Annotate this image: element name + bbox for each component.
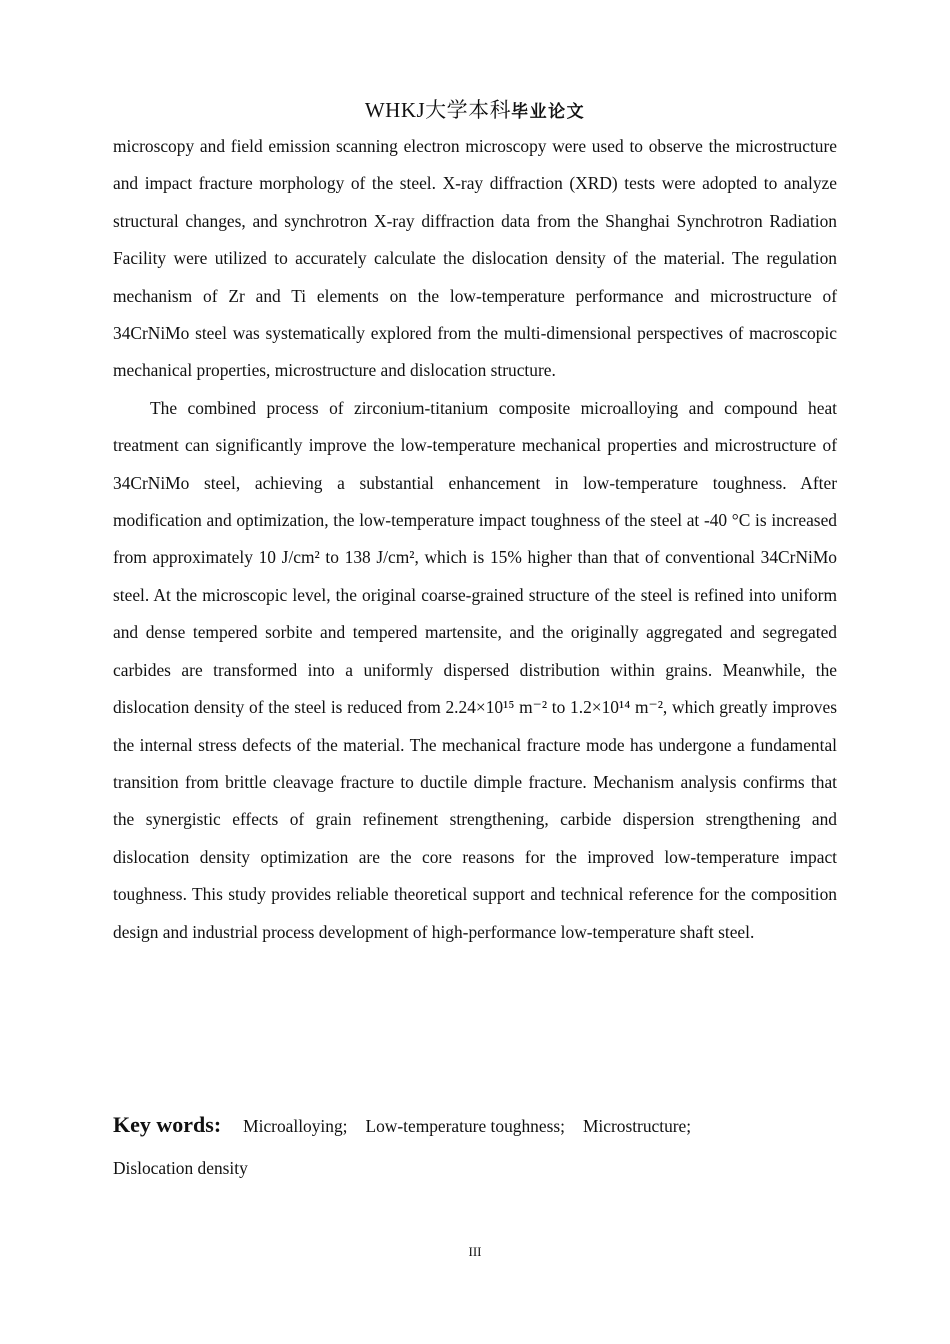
- abstract-paragraph-2: The combined process of zirconium-titanium composite microalloying and compound heat treatment can significantly improve the low-temperature mechanical properties and microstructure of 34CrNiMo steel, achieving a substantial enhancement in low-temperature toughness. After modification and optimization, the low-temperature impact toughness of the steel at -40 °C is increased from approximately 10 J/cm² to 138 J/cm², which is 15% higher than that of conventional 34CrNiMo steel. At the microscopic level, the original coarse-grained structure of the steel is refined into uniform and dense tempered sorbite and tempered martensite, and the originally aggregated and segregated carbides are transformed into a uniformly dispersed distribution within grains. Meanwhile, the dislocation density of the steel is reduced from 2.24×10¹⁵ m⁻² to 1.2×10¹⁴ m⁻², which greatly improves the internal stress defects of the material. The mechanical fracture mode has undergone a fundamental transition from brittle cleavage fracture to ductile dimple fracture. Mechanism analysis confirms that the synergistic effects of grain refinement strengthening, carbide dispersion strengthening and dislocation density optimization are the core reasons for the improved low-temperature impact toughness. This study provides reliable theoretical support and technical reference for the composition design and industrial process development of high-performance low-temperature shaft steel.: [113, 397, 837, 942]
- keyword-item: Dislocation density: [113, 1158, 248, 1178]
- page-number: III: [468, 1244, 482, 1259]
- header-cn-regular: 大学本科: [425, 98, 512, 122]
- page-header: [0, 96, 950, 126]
- keyword-item: Low-temperature toughness;: [365, 1116, 565, 1136]
- keywords-section: [113, 1104, 837, 1189]
- keyword-item: Microstructure;: [582, 1116, 692, 1136]
- abstract-paragraph-1: microscopy and field emission scanning electron microscopy were used to observe the microstructure and impact fracture morphology of the steel. X-ray diffraction (XRD) tests were adopted to analyze structural changes, and synchrotron X-ray diffraction data from the Shanghai Synchrotron Radiation Facility were utilized to accurately calculate the dislocation density of the material. The regulation mechanism of Zr and Ti elements on the low-temperature performance and microstructure of 34CrNiMo steel was systematically explored from the multi-dimensional perspectives of macroscopic mechanical properties, microstructure and dislocation structure.: [113, 136, 837, 381]
- keyword-item: Microalloying;: [243, 1116, 348, 1136]
- header-cn-bold: 毕业论文: [511, 102, 586, 121]
- keywords-label: Key words:: [113, 1112, 222, 1137]
- abstract-body: [113, 128, 837, 951]
- header-latin: WHKJ: [364, 98, 426, 122]
